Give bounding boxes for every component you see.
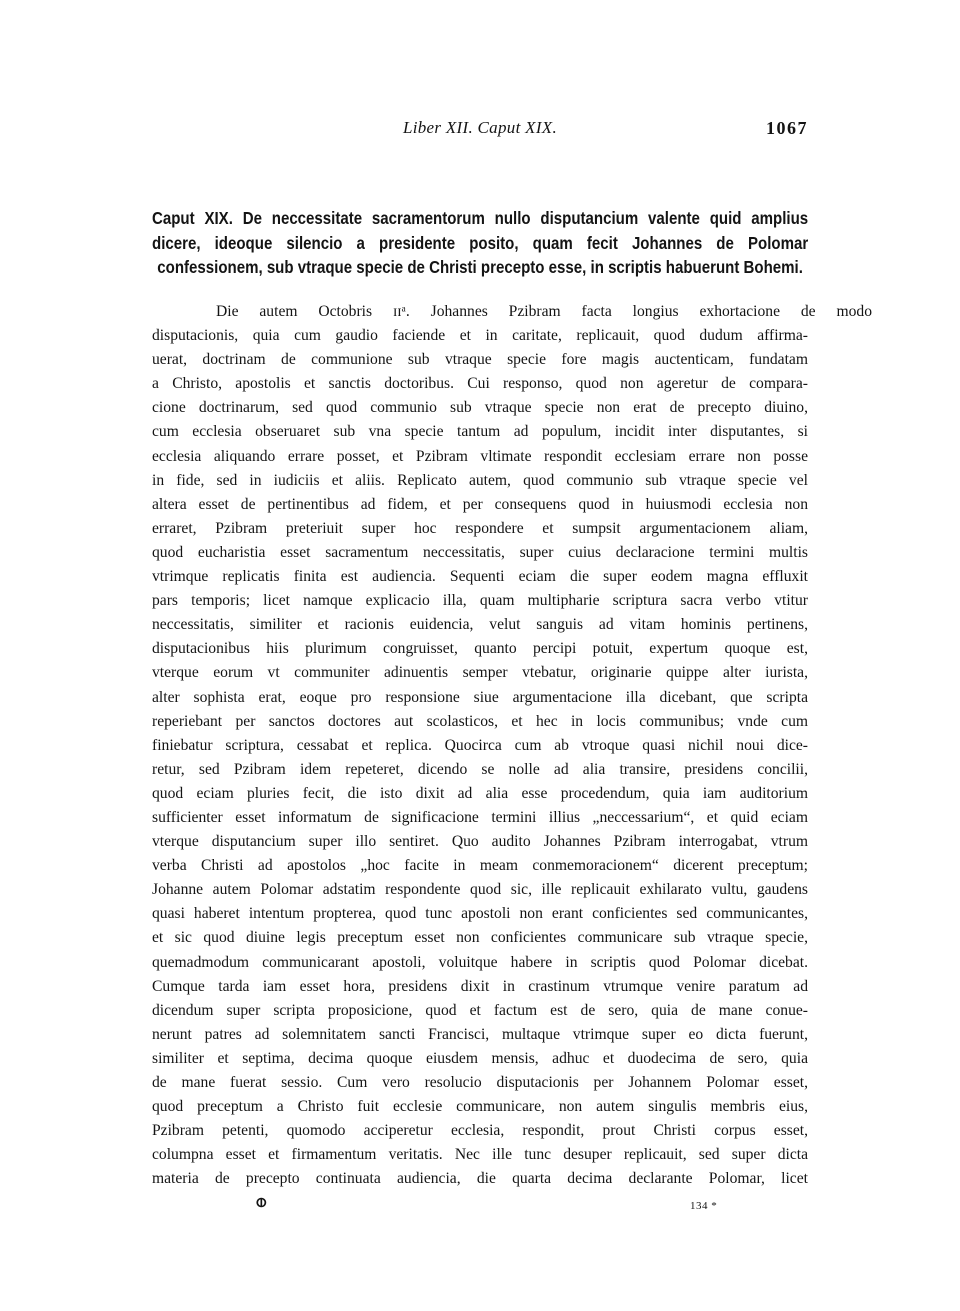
text-line: vtrimque replicatis finita est audiencia. Sequenti eciam die super eodem magna effluxit: [152, 568, 808, 586]
text-line: Cumque tarda iam esset hora, presidens dixit in crastinum vtrumque venire paratum ad: [152, 977, 808, 995]
text-line: pars temporis; licet namque explicacio illa, quam multipharie scriptura sacra verbo vtitur: [152, 592, 808, 610]
text-line: vterque eorum vt communiter adinuentis semper vtebatur, originarie quippe alter iurista,: [152, 664, 808, 682]
page-footer: [152, 1198, 808, 1218]
text-line: similiter et septima, decima quoque eiusdem mensis, adhuc et duodecima de sero, quia: [152, 1049, 808, 1067]
text-line: erraret, Pzibram preteriuit super hoc respondere et sumpsit argumentacionem aliam,: [152, 519, 808, 537]
text-line: neccessitatis, similiter et racionis euidencia, velut sanguis ad vitam hominis pertinens,: [152, 616, 808, 634]
text-line: reperiebant per sanctos doctores aut scolasticos, et hec in locis communibus; vnde cum: [152, 712, 808, 730]
running-title: Liber XII. Caput XIX.: [402, 118, 558, 137]
text-line: ecclesia aliquando errare posset, et Pzibram vltimate respondit ecclesiam errare non posse: [152, 447, 808, 465]
body-text: [152, 300, 872, 1191]
text-line: altera esset de pertinentibus ad fidem, et per consequens quod in huiusmodi ecclesia non: [152, 495, 808, 513]
text-line: quod eucharistia esset sacramentum neccessitatis, super cuius declaracione termini multis: [152, 543, 808, 561]
text-line: vterque disputancium super illo sentiret. Quo audito Johannes Pzibram interrogabat, vtrum: [152, 833, 808, 851]
running-head: [152, 118, 808, 144]
sheet-signature: 134 *: [690, 1200, 718, 1212]
text-line: cum ecclesia obseruaret sub vna specie tantum ad populum, incidit inter disputantes, si: [152, 423, 808, 441]
text-line: disputacionis, quia cum gaudio faciende et in caritate, replicauit, quod dudum affirma-: [152, 327, 808, 345]
text-line: Pzibram petenti, quomodo acciperetur ecclesia, respondit, prout Christi corpus esset,: [152, 1122, 808, 1140]
chapter-heading: Caput XIX. De neccessitate sacramentorum nullo disputancium valente quid amplius dicere, ideoque silencio a presidente posito, quam fecit Johannes de Polomar confessionem, sub vtraque specie de Christi precepto esse, in scriptis habuerunt Bohemi.: [152, 208, 809, 277]
text-line: retur, sed Pzibram idem repeteret, dicendo se nolle ad alia transire, presidens concilii,: [152, 760, 808, 778]
text-line: a Christo, apostolis et sanctis doctoribus. Cui responso, quod non ageretur de compara-: [152, 375, 808, 393]
text-line: finiebatur scriptura, cessabat et replica. Quocirca cum ab vtroque quasi nichil noui dice-: [152, 736, 808, 754]
text-line: alter sophista erat, eoque pro responsione siue argumentacione illa dicebant, que scripta: [152, 688, 808, 706]
page-number: 1067: [766, 118, 808, 138]
text-line: sufficienter esset informatum de significacione termini illius „neccessarium“, et quid eciam: [152, 808, 808, 826]
text-line: in fide, sed in iudiciis et aliis. Replicato autem, quod communio sub vtraque specie vel: [152, 471, 808, 489]
text-line: quod preceptum a Christo fuit ecclesie communicare, non autem singulis membris eius,: [152, 1098, 808, 1116]
text-line: columpna esset et firmamentum veritatis. Nec ille tunc desuper replicauit, sed super dicta: [152, 1146, 808, 1164]
text-line: uerat, doctrinam de communione sub vtraque specie fore magis auctenticam, fundatam: [152, 351, 808, 369]
text-line: verba Christi ad apostolos „hoc facite in meam conmemoracionem“ dicerent preceptum;: [152, 857, 808, 875]
text-line: nerunt patres ad solemnitatem sancti Francisci, multaque vtrimque super eo dicta fuerunt,: [152, 1025, 808, 1043]
text-line: Johanne autem Polomar adstatim respondente quod sic, ille replicauit exhilarato vultu, gaudens: [152, 881, 808, 899]
text-line: et sic quod diuine legis preceptum esset non conficientes communicare sub vtraque specie,: [152, 929, 808, 947]
text-line: Die autem Octobris ɪɪᵃ. Johannes Pzibram facta longius exhortacione de modo: [216, 303, 872, 320]
text-line: disputacionibus hiis plurimum congruisset, quanto percipi potuit, expertum quoque est,: [152, 640, 808, 658]
text-line: dicendum super scripta proposicione, quod et factum est de sero, quia de mane conue-: [152, 1001, 808, 1019]
printer-mark: ⵀ: [256, 1196, 267, 1210]
text-line: de mane fuerat sessio. Cum vero resolucio disputacionis per Johannem Polomar esset,: [152, 1074, 808, 1091]
text-line: materia de precepto continuata audiencia, die quarta decima declarante Polomar, licet: [152, 1170, 808, 1188]
text-line: quasi haberet intentum propterea, quod tunc apostoli non erant conficientes sed communicantes,: [152, 905, 808, 923]
text-line: cione doctrinarum, sed quod communio sub vtraque specie non erat de precepto diuino,: [152, 399, 808, 417]
text-line: quod eciam pluries fecit, die isto dixit ad alia esse procedendum, quia iam auditorium: [152, 784, 808, 802]
text-line: quemadmodum communicarant apostoli, voluitque habere in scriptis quod Polomar dicebat.: [152, 953, 808, 971]
